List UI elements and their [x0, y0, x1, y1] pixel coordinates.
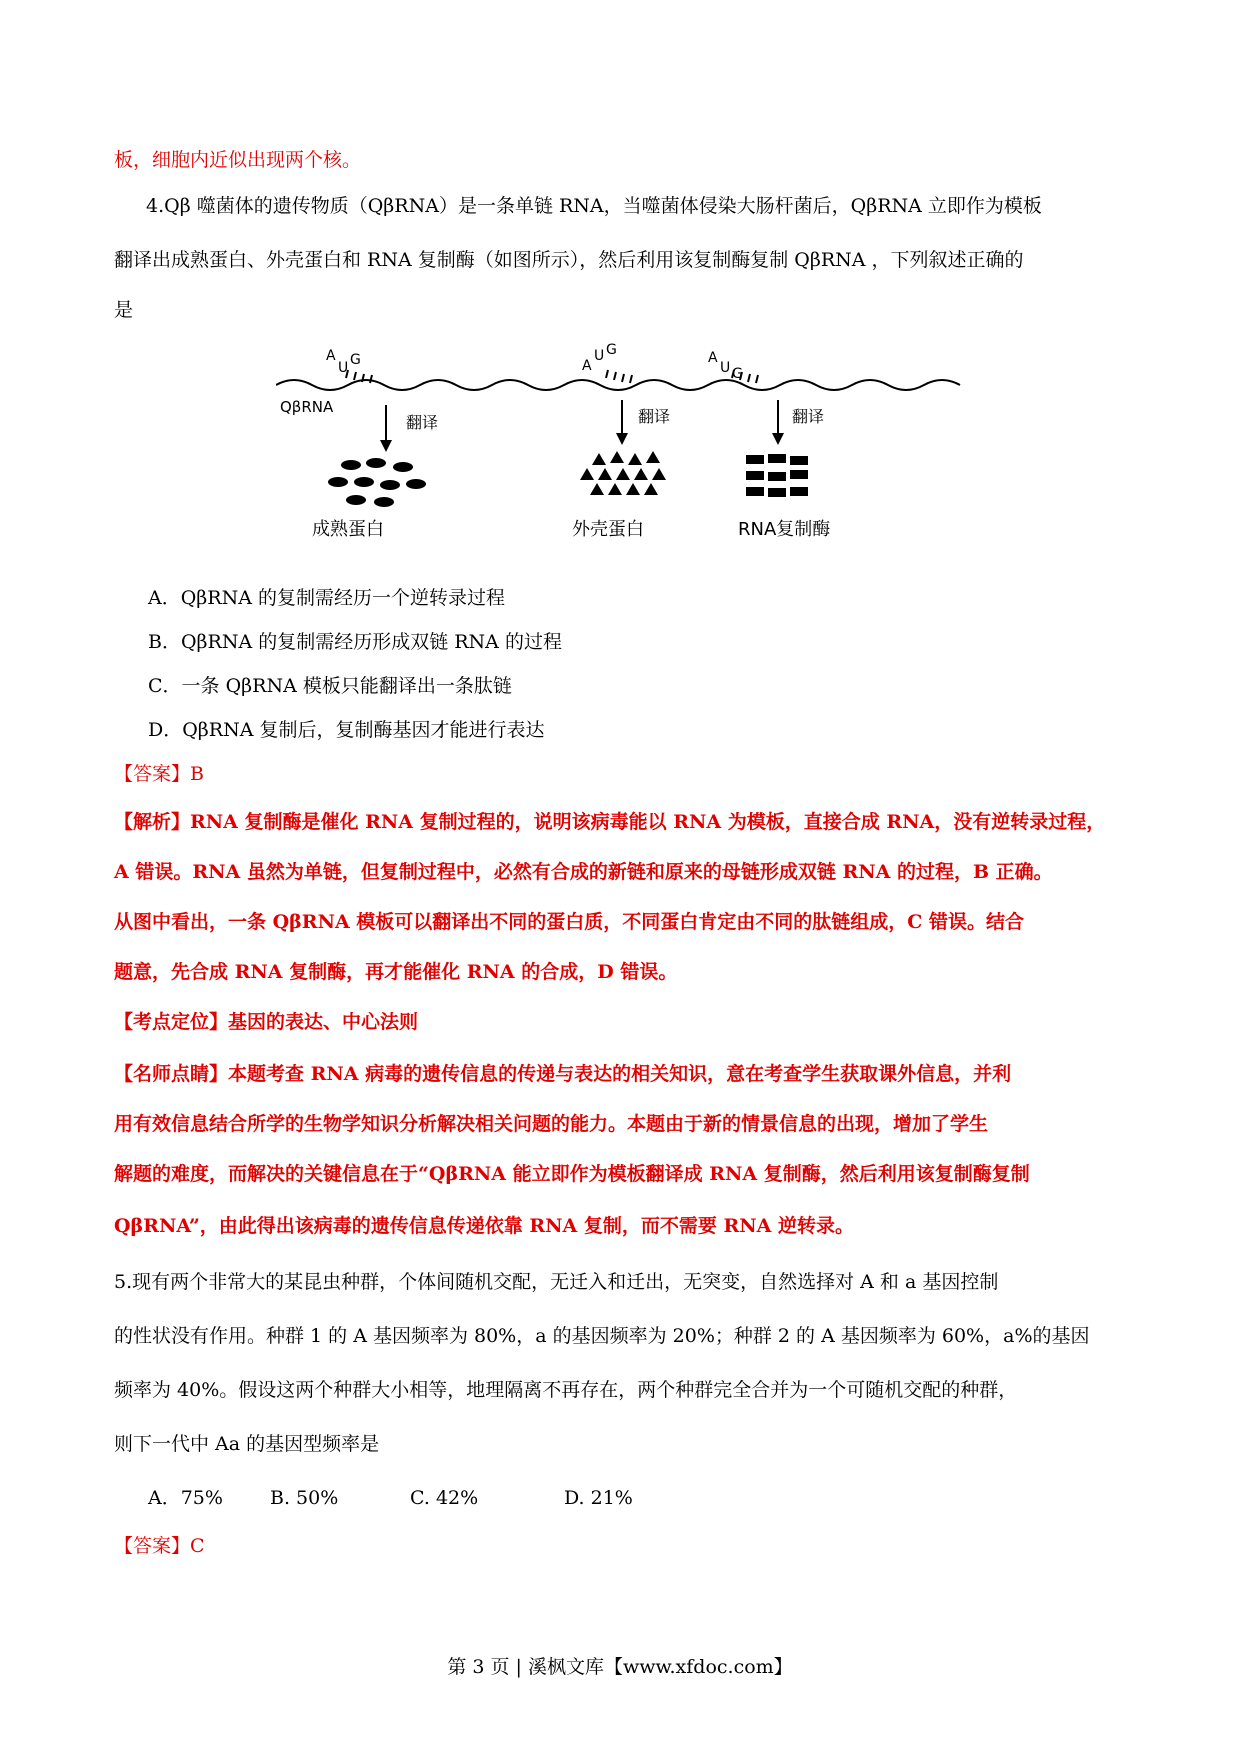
page-footer: 第 3 页 | 溪枫文库【www.xfdoc.com】 — [447, 1656, 793, 1678]
q5-answer: 【答案】C — [114, 1535, 205, 1557]
q5-stem-line-2: 的性状没有作用。种群 1 的 A 基因频率为 80%，a 的基因频率为 20%；种群 2 的 A 基因频率为 60%，a%的基因 — [114, 1325, 1090, 1347]
q5-option-b: B. 50% — [270, 1487, 339, 1509]
q4-option-b: B．QβRNA 的复制需经历形成双链 RNA 的过程 — [148, 631, 562, 653]
replicase-bars — [746, 454, 808, 497]
arrow-3 — [772, 400, 784, 445]
q4-analysis-line-4: 题意，先合成 RNA 复制酶，再才能催化 RNA 的合成，D 错误。 — [114, 961, 678, 983]
q4-mingshi-line-1: 【名师点睛】本题考查 RNA 病毒的遗传信息的传递与表达的相关知识，意在考查学生获取课外信息，并利 — [114, 1063, 1012, 1085]
q4-mingshi-line-2: 用有效信息结合所学的生物学知识分析解决相关问题的能力。本题由于新的情景信息的出现，增加了学生 — [114, 1113, 989, 1135]
arrow-label-2: 翻译 — [638, 407, 671, 426]
arrow-label-1: 翻译 — [406, 413, 439, 432]
q5-stem-line-3: 频率为 40%。假设这两个种群大小相等，地理隔离不再存在，两个种群完全合并为一个可随机交配的种群， — [114, 1379, 1018, 1401]
q5-stem-line-1: 5.现有两个非常大的某昆虫种群，个体间随机交配，无迁入和迁出，无突变，自然选择对 A 和 a 基因控制 — [114, 1271, 999, 1293]
q4-option-c: C．一条 QβRNA 模板只能翻译出一条肽链 — [148, 675, 512, 697]
codon-2-g: G — [606, 342, 617, 358]
product-label-coat: 外壳蛋白 — [572, 519, 644, 540]
q4-option-d: D．QβRNA 复制后，复制酶基因才能进行表达 — [148, 719, 545, 741]
q4-mingshi-line-4: QβRNA”，由此得出该病毒的遗传信息传递依靠 RNA 复制，而不需要 RNA 逆转录。 — [114, 1215, 854, 1237]
codon-2-a: A — [582, 358, 592, 374]
product-label-mature: 成熟蛋白 — [312, 519, 384, 540]
q4-analysis-line-3: 从图中看出，一条 QβRNA 模板可以翻译出不同的蛋白质，不同蛋白肯定由不同的肽链组成，C 错误。结合 — [114, 911, 1025, 933]
q4-stem-line-1: 4.Qβ 噬菌体的遗传物质（QβRNA）是一条单链 RNA，当噬菌体侵染大肠杆菌后，QβRNA 立即作为模板 — [146, 195, 1042, 217]
q4-stem-line-2: 翻译出成熟蛋白、外壳蛋白和 RNA 复制酶（如图所示），然后利用该复制酶复制 QβRNA ，下列叙述正确的 — [114, 249, 1024, 271]
q5-option-d: D. 21% — [564, 1487, 633, 1509]
codon-1-g: G — [350, 352, 361, 368]
qbeta-rna-diagram — [276, 330, 966, 545]
q4-analysis-line-2: A 错误。RNA 虽然为单链，但复制过程中，必然有合成的新链和原来的母链形成双链 RNA 的过程，B 正确。 — [114, 861, 1053, 883]
q5-option-c: C. 42% — [410, 1487, 479, 1509]
q4-option-a: A．QβRNA 的复制需经历一个逆转录过程 — [148, 587, 505, 609]
rna-strand — [276, 380, 960, 390]
mature-protein-ovals — [328, 458, 426, 507]
rna-label: QβRNA — [280, 398, 334, 416]
codon-1-a: A — [326, 348, 336, 364]
arrow-2 — [616, 400, 628, 445]
intro-line: 板，细胞内近似出现两个核。 — [114, 149, 362, 171]
codon-2-u: U — [594, 348, 605, 364]
codon-1-u: U — [338, 360, 349, 376]
q4-mingshi-line-3: 解题的难度，而解决的关键信息在于“QβRNA 能立即作为模板翻译成 RNA 复制酶，然后利用该复制酶复制 — [114, 1163, 1030, 1185]
arrow-1 — [380, 405, 392, 452]
q4-answer: 【答案】B — [114, 763, 204, 785]
q5-stem-line-4: 则下一代中 Aa 的基因型频率是 — [114, 1433, 380, 1455]
q4-stem-line-3: 是 — [114, 299, 134, 321]
codon-ticks — [346, 370, 758, 383]
product-label-replicase: RNA复制酶 — [738, 519, 831, 540]
q4-analysis-line-1: 【解析】RNA 复制酶是催化 RNA 复制过程的，说明该病毒能以 RNA 为模板，直接合成 RNA，没有逆转录过程， — [114, 811, 1106, 833]
codon-3-u: U — [720, 360, 731, 376]
q5-option-a: A．75% — [148, 1487, 223, 1509]
arrow-label-3: 翻译 — [792, 407, 825, 426]
codon-3-g: G — [732, 366, 743, 382]
q4-kaodian: 【考点定位】基因的表达、中心法则 — [114, 1011, 419, 1033]
codon-3-a: A — [708, 350, 718, 366]
coat-protein-triangles — [580, 451, 666, 495]
